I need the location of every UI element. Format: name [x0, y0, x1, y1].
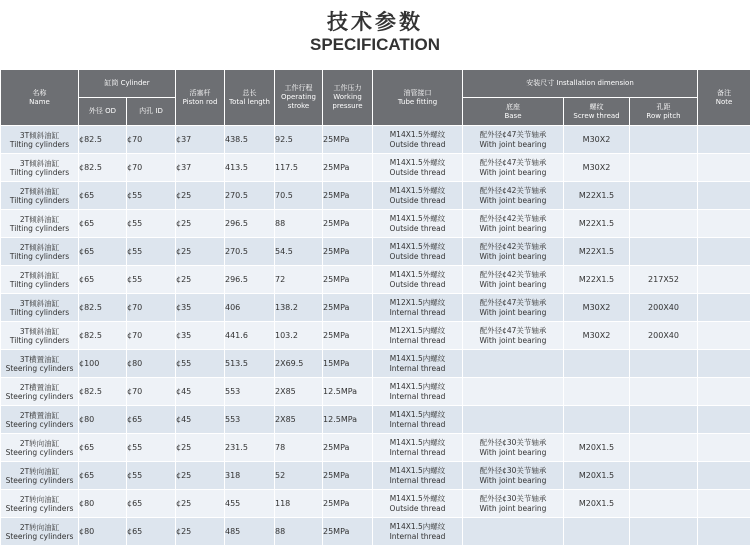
- name-en: Tilting cylinders: [9, 251, 70, 261]
- cell-id: ¢70: [127, 378, 176, 406]
- cell-od: ¢80: [79, 406, 127, 434]
- base-en: With joint bearing: [479, 251, 547, 261]
- cell-screw-thread: M22X1.5: [564, 210, 630, 238]
- cell-name: [1, 126, 79, 154]
- tube-cn: M12X1.5内螺纹: [389, 297, 446, 307]
- cell-note: [698, 462, 750, 490]
- cell-total-length: 296.5: [225, 266, 275, 294]
- cell-base: [463, 350, 564, 378]
- cell-row-pitch: [630, 406, 698, 434]
- cell-stroke: 52: [275, 462, 323, 490]
- cell-screw-thread: [564, 350, 630, 378]
- cell-tube-fitting: [373, 266, 463, 294]
- cell-stroke: 118: [275, 490, 323, 518]
- tube-cn: M14X1.5内螺纹: [389, 437, 446, 447]
- cell-pressure: 12.5MPa: [323, 378, 373, 406]
- cell-screw-thread: [564, 378, 630, 406]
- base-en: With joint bearing: [479, 503, 547, 513]
- cell-pressure: 25MPa: [323, 182, 373, 210]
- cell-od: ¢100: [79, 350, 127, 378]
- cell-id: ¢70: [127, 294, 176, 322]
- cell-od: ¢80: [79, 490, 127, 518]
- base-cn: 配外径¢30关节轴承: [479, 465, 547, 475]
- cell-base: [463, 154, 564, 182]
- cell-base: [463, 294, 564, 322]
- cell-stroke: 88: [275, 210, 323, 238]
- table-row: [1, 294, 750, 322]
- cell-screw-thread: M20X1.5: [564, 434, 630, 462]
- table-row: [1, 126, 750, 154]
- cell-tube-fitting: [373, 378, 463, 406]
- table-row: [1, 238, 750, 266]
- table-row: [1, 490, 750, 518]
- name-cn: 2T转向油缸: [19, 522, 60, 532]
- cell-name: [1, 322, 79, 350]
- cell-total-length: 553: [225, 378, 275, 406]
- cell-id: ¢70: [127, 154, 176, 182]
- header-piston-rod: 活塞杆 Piston rod: [176, 70, 225, 126]
- cell-row-pitch: 200X40: [630, 294, 698, 322]
- tube-en: Internal thread: [389, 447, 446, 457]
- cell-id: ¢55: [127, 462, 176, 490]
- cell-stroke: 92.5: [275, 126, 323, 154]
- tube-cn: M14X1.5外螺纹: [389, 129, 446, 139]
- cell-name: [1, 518, 79, 546]
- cell-note: [698, 266, 750, 294]
- cell-note: [698, 350, 750, 378]
- cell-row-pitch: 217X52: [630, 266, 698, 294]
- cell-total-length: 553: [225, 406, 275, 434]
- cell-total-length: 270.5: [225, 238, 275, 266]
- tube-cn: M14X1.5内螺纹: [389, 465, 446, 475]
- cell-id: ¢70: [127, 322, 176, 350]
- name-en: Steering cylinders: [5, 503, 74, 513]
- tube-en: Outside thread: [389, 139, 446, 149]
- cell-tube-fitting: [373, 490, 463, 518]
- tube-en: Internal thread: [389, 531, 446, 541]
- cell-piston-rod: ¢25: [176, 490, 225, 518]
- cell-tube-fitting: [373, 462, 463, 490]
- cell-name: [1, 490, 79, 518]
- name-en: Tilting cylinders: [9, 335, 70, 345]
- cell-total-length: 455: [225, 490, 275, 518]
- cell-name: [1, 434, 79, 462]
- cell-stroke: 103.2: [275, 322, 323, 350]
- cell-total-length: 438.5: [225, 126, 275, 154]
- tube-cn: M14X1.5内螺纹: [389, 353, 446, 363]
- tube-cn: M14X1.5内螺纹: [389, 521, 446, 531]
- tube-cn: M14X1.5外螺纹: [389, 157, 446, 167]
- cell-note: [698, 126, 750, 154]
- cell-stroke: 54.5: [275, 238, 323, 266]
- cell-base: [463, 210, 564, 238]
- cell-row-pitch: [630, 126, 698, 154]
- name-en: Steering cylinders: [5, 419, 74, 429]
- name-cn: 2T倾斜油缸: [19, 242, 60, 252]
- cell-note: [698, 490, 750, 518]
- name-en: Tilting cylinders: [9, 139, 70, 149]
- page-title-en: SPECIFICATION: [309, 35, 441, 54]
- cell-name: [1, 462, 79, 490]
- name-cn: 2T倾斜油缸: [19, 186, 60, 196]
- table-row: [1, 462, 750, 490]
- cell-od: ¢65: [79, 266, 127, 294]
- name-en: Tilting cylinders: [9, 223, 70, 233]
- cell-pressure: 25MPa: [323, 154, 373, 182]
- cell-screw-thread: M30X2: [564, 154, 630, 182]
- tube-cn: M14X1.5外螺纹: [389, 185, 446, 195]
- tube-en: Outside thread: [389, 251, 446, 261]
- cell-id: ¢65: [127, 490, 176, 518]
- base-en: With joint bearing: [479, 167, 547, 177]
- cell-pressure: 25MPa: [323, 266, 373, 294]
- cell-name: [1, 182, 79, 210]
- cell-note: [698, 518, 750, 546]
- cell-name: [1, 294, 79, 322]
- cell-total-length: 318: [225, 462, 275, 490]
- cell-name: [1, 378, 79, 406]
- cell-base: [463, 518, 564, 546]
- cell-row-pitch: [630, 210, 698, 238]
- cell-name: [1, 210, 79, 238]
- tube-en: Outside thread: [389, 195, 446, 205]
- cell-id: ¢65: [127, 518, 176, 546]
- header-id: 内孔 ID: [127, 98, 176, 126]
- cell-screw-thread: M30X2: [564, 322, 630, 350]
- base-cn: 配外径¢42关节轴承: [479, 213, 547, 223]
- cell-pressure: 25MPa: [323, 490, 373, 518]
- tube-cn: M14X1.5内螺纹: [389, 381, 446, 391]
- cell-piston-rod: ¢55: [176, 350, 225, 378]
- cell-id: ¢55: [127, 182, 176, 210]
- cell-od: ¢82.5: [79, 154, 127, 182]
- tube-cn: M14X1.5外螺纹: [389, 493, 446, 503]
- cell-screw-thread: M22X1.5: [564, 182, 630, 210]
- base-en: With joint bearing: [479, 279, 547, 289]
- cell-tube-fitting: [373, 434, 463, 462]
- name-en: Steering cylinders: [5, 447, 74, 457]
- cell-note: [698, 294, 750, 322]
- cell-screw-thread: [564, 406, 630, 434]
- cell-screw-thread: M20X1.5: [564, 490, 630, 518]
- cell-tube-fitting: [373, 238, 463, 266]
- cell-tube-fitting: [373, 322, 463, 350]
- cell-screw-thread: M30X2: [564, 294, 630, 322]
- table-row: [1, 518, 750, 546]
- cell-od: ¢82.5: [79, 126, 127, 154]
- cell-pressure: 25MPa: [323, 294, 373, 322]
- header-row-pitch: 孔距 Row pitch: [630, 98, 698, 126]
- cell-pressure: 25MPa: [323, 462, 373, 490]
- cell-pressure: 25MPa: [323, 434, 373, 462]
- base-en: With joint bearing: [479, 223, 547, 233]
- name-en: Steering cylinders: [5, 363, 74, 373]
- cell-od: ¢65: [79, 182, 127, 210]
- name-en: Steering cylinders: [5, 531, 74, 541]
- cell-row-pitch: [630, 490, 698, 518]
- cell-stroke: 138.2: [275, 294, 323, 322]
- base-en: With joint bearing: [479, 195, 547, 205]
- cell-base: [463, 406, 564, 434]
- table-row: [1, 434, 750, 462]
- base-cn: 配外径¢30关节轴承: [479, 437, 547, 447]
- cell-od: ¢82.5: [79, 322, 127, 350]
- cell-note: [698, 238, 750, 266]
- cell-name: [1, 238, 79, 266]
- cell-stroke: 2X85: [275, 406, 323, 434]
- cell-piston-rod: ¢35: [176, 294, 225, 322]
- table-row: [1, 350, 750, 378]
- cell-id: ¢65: [127, 406, 176, 434]
- cell-piston-rod: ¢45: [176, 378, 225, 406]
- name-cn: 2T横置油缸: [19, 410, 60, 420]
- cell-id: ¢70: [127, 126, 176, 154]
- cell-name: [1, 266, 79, 294]
- tube-en: Outside thread: [389, 167, 446, 177]
- cell-tube-fitting: [373, 126, 463, 154]
- cell-base: [463, 462, 564, 490]
- cell-tube-fitting: [373, 518, 463, 546]
- name-cn: 3T倾斜油缸: [19, 130, 60, 140]
- base-en: With joint bearing: [479, 307, 547, 317]
- cell-row-pitch: [630, 154, 698, 182]
- base-cn: 配外径¢30关节轴承: [479, 493, 547, 503]
- cell-tube-fitting: [373, 350, 463, 378]
- cell-id: ¢80: [127, 350, 176, 378]
- spec-table: [0, 69, 750, 546]
- header-name: 名称 Name: [1, 70, 79, 126]
- cell-total-length: 441.6: [225, 322, 275, 350]
- cell-note: [698, 406, 750, 434]
- cell-screw-thread: M22X1.5: [564, 238, 630, 266]
- base-cn: 配外径¢47关节轴承: [479, 129, 547, 139]
- header-working-pressure: 工作压力 Working pressure: [323, 70, 373, 126]
- cell-total-length: 231.5: [225, 434, 275, 462]
- header-od: 外径 OD: [79, 98, 127, 126]
- cell-piston-rod: ¢25: [176, 266, 225, 294]
- cell-total-length: 270.5: [225, 182, 275, 210]
- cell-row-pitch: [630, 182, 698, 210]
- tube-en: Internal thread: [389, 335, 446, 345]
- cell-piston-rod: ¢25: [176, 518, 225, 546]
- cell-note: [698, 182, 750, 210]
- base-en: With joint bearing: [479, 335, 547, 345]
- cell-pressure: 25MPa: [323, 238, 373, 266]
- header-base: 底座 Base: [463, 98, 564, 126]
- cell-pressure: 12.5MPa: [323, 406, 373, 434]
- cell-piston-rod: ¢37: [176, 126, 225, 154]
- cell-name: [1, 154, 79, 182]
- cell-piston-rod: ¢45: [176, 406, 225, 434]
- header-total-length: 总长 Total length: [225, 70, 275, 126]
- tube-cn: M14X1.5外螺纹: [389, 269, 446, 279]
- tube-cn: M14X1.5外螺纹: [389, 213, 446, 223]
- cell-base: [463, 322, 564, 350]
- name-en: Steering cylinders: [5, 391, 74, 401]
- cell-id: ¢55: [127, 266, 176, 294]
- cell-od: ¢65: [79, 210, 127, 238]
- cell-row-pitch: [630, 434, 698, 462]
- base-en: With joint bearing: [479, 475, 547, 485]
- cell-od: ¢65: [79, 462, 127, 490]
- cell-base: [463, 266, 564, 294]
- cell-base: [463, 182, 564, 210]
- cell-stroke: 2X69.5: [275, 350, 323, 378]
- name-en: Steering cylinders: [5, 475, 74, 485]
- cell-row-pitch: [630, 378, 698, 406]
- cell-stroke: 117.5: [275, 154, 323, 182]
- cell-tube-fitting: [373, 210, 463, 238]
- name-en: Tilting cylinders: [9, 167, 70, 177]
- cell-piston-rod: ¢25: [176, 182, 225, 210]
- cell-row-pitch: [630, 518, 698, 546]
- cell-piston-rod: ¢25: [176, 210, 225, 238]
- cell-od: ¢65: [79, 238, 127, 266]
- name-cn: 2T倾斜油缸: [19, 214, 60, 224]
- base-en: With joint bearing: [479, 139, 547, 149]
- cell-total-length: 406: [225, 294, 275, 322]
- base-cn: 配外径¢42关节轴承: [479, 185, 547, 195]
- tube-en: Internal thread: [389, 363, 446, 373]
- tube-en: Internal thread: [389, 475, 446, 485]
- name-en: Tilting cylinders: [9, 307, 70, 317]
- cell-base: [463, 434, 564, 462]
- header-note: 备注 Note: [698, 70, 750, 126]
- table-row: [1, 322, 750, 350]
- cell-od: ¢65: [79, 434, 127, 462]
- header-tube-fitting: 油管接口 Tube fitting: [373, 70, 463, 126]
- cell-total-length: 296.5: [225, 210, 275, 238]
- cell-screw-thread: M20X1.5: [564, 462, 630, 490]
- cell-tube-fitting: [373, 294, 463, 322]
- header-screw-thread: 螺纹 Screw thread: [564, 98, 630, 126]
- base-cn: 配外径¢47关节轴承: [479, 325, 547, 335]
- name-cn: 3T倾斜油缸: [19, 158, 60, 168]
- table-row: [1, 406, 750, 434]
- cell-piston-rod: ¢37: [176, 154, 225, 182]
- cell-pressure: 25MPa: [323, 322, 373, 350]
- name-cn: 2T转向油缸: [19, 494, 60, 504]
- cell-stroke: 70.5: [275, 182, 323, 210]
- cell-name: [1, 350, 79, 378]
- cell-base: [463, 238, 564, 266]
- tube-cn: M14X1.5外螺纹: [389, 241, 446, 251]
- tube-en: Internal thread: [389, 307, 446, 317]
- cell-tube-fitting: [373, 182, 463, 210]
- cell-note: [698, 434, 750, 462]
- cell-base: [463, 490, 564, 518]
- cell-stroke: 72: [275, 266, 323, 294]
- cell-od: ¢82.5: [79, 294, 127, 322]
- base-cn: 配外径¢47关节轴承: [479, 297, 547, 307]
- cell-note: [698, 322, 750, 350]
- cell-total-length: 485: [225, 518, 275, 546]
- cell-row-pitch: [630, 350, 698, 378]
- cell-row-pitch: [630, 238, 698, 266]
- cell-name: [1, 406, 79, 434]
- tube-en: Internal thread: [389, 391, 446, 401]
- cell-row-pitch: [630, 462, 698, 490]
- tube-en: Internal thread: [389, 419, 446, 429]
- tube-cn: M14X1.5内螺纹: [389, 409, 446, 419]
- name-cn: 2T倾斜油缸: [19, 270, 60, 280]
- tube-cn: M12X1.5内螺纹: [389, 325, 446, 335]
- table-row: [1, 210, 750, 238]
- cell-piston-rod: ¢35: [176, 322, 225, 350]
- cell-pressure: 15MPa: [323, 350, 373, 378]
- cell-piston-rod: ¢25: [176, 434, 225, 462]
- header-installation-dimension: 安装尺寸 Installation dimension: [463, 70, 698, 98]
- cell-stroke: 78: [275, 434, 323, 462]
- cell-screw-thread: M22X1.5: [564, 266, 630, 294]
- name-cn: 3T倾斜油缸: [19, 298, 60, 308]
- cell-piston-rod: ¢25: [176, 238, 225, 266]
- base-cn: 配外径¢42关节轴承: [479, 241, 547, 251]
- header-operating-stroke: 工作行程 Operating stroke: [275, 70, 323, 126]
- cell-id: ¢55: [127, 210, 176, 238]
- cell-screw-thread: M30X2: [564, 126, 630, 154]
- tube-en: Outside thread: [389, 279, 446, 289]
- page-title-cn: 技术参数: [327, 9, 423, 34]
- cell-screw-thread: [564, 518, 630, 546]
- cell-tube-fitting: [373, 406, 463, 434]
- cell-note: [698, 378, 750, 406]
- cell-total-length: 413.5: [225, 154, 275, 182]
- cell-base: [463, 126, 564, 154]
- cell-note: [698, 154, 750, 182]
- name-cn: 3T倾斜油缸: [19, 326, 60, 336]
- cell-od: ¢82.5: [79, 378, 127, 406]
- name-en: Tilting cylinders: [9, 195, 70, 205]
- table-header: [1, 70, 750, 126]
- cell-tube-fitting: [373, 154, 463, 182]
- table-row: [1, 378, 750, 406]
- cell-id: ¢55: [127, 238, 176, 266]
- cell-pressure: 25MPa: [323, 210, 373, 238]
- cell-pressure: 25MPa: [323, 518, 373, 546]
- cell-total-length: 513.5: [225, 350, 275, 378]
- table-body: [1, 126, 750, 546]
- table-row: [1, 266, 750, 294]
- cell-stroke: 2X85: [275, 378, 323, 406]
- cell-pressure: 25MPa: [323, 126, 373, 154]
- header-cylinder: 缸筒 Cylinder: [79, 70, 176, 98]
- name-cn: 2T转向油缸: [19, 466, 60, 476]
- base-cn: 配外径¢47关节轴承: [479, 157, 547, 167]
- name-en: Tilting cylinders: [9, 279, 70, 289]
- cell-base: [463, 378, 564, 406]
- cell-piston-rod: ¢25: [176, 462, 225, 490]
- tube-en: Outside thread: [389, 223, 446, 233]
- cell-od: ¢80: [79, 518, 127, 546]
- cell-row-pitch: 200X40: [630, 322, 698, 350]
- base-cn: 配外径¢42关节轴承: [479, 269, 547, 279]
- cell-stroke: 88: [275, 518, 323, 546]
- name-cn: 3T横置油缸: [19, 354, 60, 364]
- name-cn: 2T横置油缸: [19, 382, 60, 392]
- name-cn: 2T转向油缸: [19, 438, 60, 448]
- table-row: [1, 154, 750, 182]
- table-row: [1, 182, 750, 210]
- cell-note: [698, 210, 750, 238]
- base-en: With joint bearing: [479, 447, 547, 457]
- cell-id: ¢55: [127, 434, 176, 462]
- tube-en: Outside thread: [389, 503, 446, 513]
